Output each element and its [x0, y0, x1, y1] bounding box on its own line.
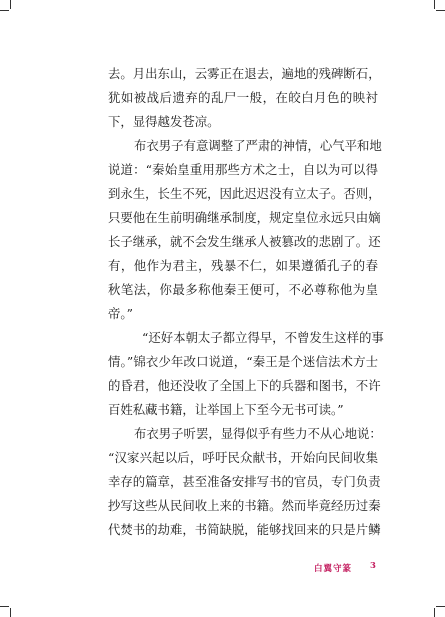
crop-mark-bottom-left-v [10, 608, 11, 617]
crop-mark-top-right-v [434, 0, 435, 9]
text-line: 百姓私藏书籍，让举国上下至今无书可读。” [108, 402, 344, 417]
text-line: 幸存的篇章，甚至准备安排写书的官员，专门负责 [108, 474, 381, 489]
text-line: 有，他作为君主，残暴不仁，如果遵循孔子的春 [108, 258, 378, 273]
text-line: 到永生，长生不死，因此迟迟没有立太子。否则， [108, 186, 381, 201]
text-line: 代焚书的劫难，书简缺脱，能够找回来的只是片鳞 [108, 522, 381, 537]
text-line: 只要他在生前明确继承制度，规定皇位永远只由嫡 [108, 210, 381, 225]
text-line: 帝。” [108, 306, 133, 321]
running-footer-title: 白翼守篆 [314, 564, 353, 574]
text-line: 犹如被战后遗弃的乱尸一般，在皎白月色的映衬 [108, 90, 378, 105]
crop-mark-bottom-left-h [0, 606, 9, 607]
text-line: 布衣男子有意调整了严肃的神情，心气平和地 [134, 138, 382, 153]
crop-mark-bottom-right-h [436, 606, 445, 607]
text-line: 说道：“秦始皇重用那些方术之士，自以为可以得 [108, 162, 378, 177]
text-line: 的昏君，他还没收了全国上下的兵器和图书，不许 [108, 378, 381, 393]
text-line: 布衣男子听罢，显得似乎有些力不从心地说： [134, 426, 382, 441]
page-number: 3 [370, 561, 376, 571]
text-line: 去。月出东山，云雾正在退去，遍地的残碑断石， [108, 66, 381, 81]
text-line: “还好本朝太子都立得早，不曾发生这样的事 [142, 330, 384, 345]
page-body-text [108, 62, 384, 542]
crop-mark-top-left-h [0, 10, 9, 11]
text-line: 下，显得越发苍凉。 [108, 114, 220, 129]
crop-mark-top-left-v [10, 0, 11, 9]
text-line: 长子继承，就不会发生继承人被篡改的悲剧了。还 [108, 234, 381, 249]
text-line: 抄写这些从民间收上来的书籍。然而毕竟经历过秦 [108, 498, 381, 513]
text-line: 秋笔法，你最多称他秦王便可，不必尊称他为皇 [108, 282, 378, 297]
text-line: “汉家兴起以后，呼吁民众献书，开始向民间收集 [108, 450, 378, 465]
text-line: 情。”锦衣少年改口说道，“秦王是个迷信法术方士 [108, 354, 378, 369]
crop-mark-top-right-h [436, 10, 445, 11]
crop-mark-bottom-right-v [434, 608, 435, 617]
